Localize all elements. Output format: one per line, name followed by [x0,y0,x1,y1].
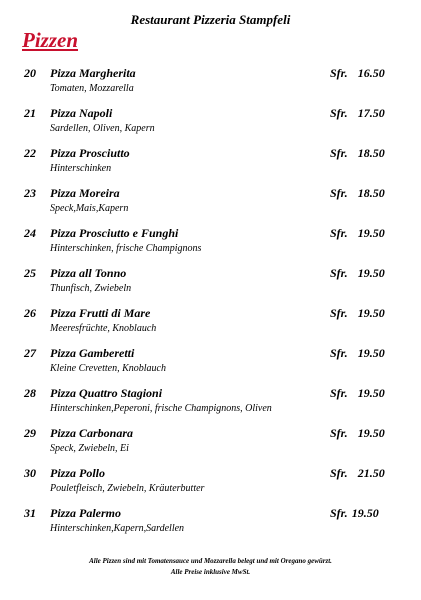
item-amount: 19.50 [357,426,385,440]
item-number: 25 [24,266,36,280]
item-number: 20 [24,66,36,80]
item-price [330,106,385,121]
menu-list [0,66,421,546]
menu-item [0,506,421,546]
item-price [330,386,385,401]
item-number: 26 [24,306,36,320]
item-number: 24 [24,226,36,240]
item-name: Pizza Gamberetti [50,346,135,360]
item-currency: Sfr. [330,266,348,280]
item-amount: 19.50 [357,386,385,400]
menu-item [0,186,421,226]
item-amount: 18.50 [357,186,385,200]
item-amount: 19.50 [351,506,379,520]
menu-item [0,346,421,386]
item-amount: 19.50 [357,346,385,360]
item-name: Pizza Carbonara [50,426,134,440]
item-name: Pizza Frutti di Mare [50,306,151,320]
menu-item [0,106,421,146]
item-number: 31 [24,506,36,520]
item-amount: 19.50 [357,226,385,240]
menu-item [0,306,421,346]
item-number: 21 [24,106,36,120]
item-name: Pizza Prosciutto e Funghi [50,226,179,240]
item-price [330,226,385,241]
item-name: Pizza Napoli [50,106,113,120]
item-amount: 19.50 [357,306,385,320]
item-number: 23 [24,186,36,200]
item-description: Thunfisch, Zwiebeln [50,283,132,294]
item-amount: 16.50 [357,66,385,80]
item-description: Hinterschinken, frische Champignons [50,243,202,254]
item-description: Tomaten, Mozzarella [50,83,134,94]
item-price [330,306,385,321]
item-description: Sardellen, Oliven, Kapern [50,123,155,134]
item-description: Meeresfrüchte, Knoblauch [50,323,157,334]
footer-vat-note: Alle Preise inklusive MwSt. [170,568,251,576]
item-price [330,466,385,481]
item-description: Hinterschinken [50,163,112,174]
item-amount: 19.50 [357,266,385,280]
item-name: Pizza Palermo [50,506,121,520]
menu-item [0,226,421,266]
item-number: 27 [24,346,36,360]
menu-item [0,386,421,426]
item-name: Pizza Moreira [50,186,120,200]
section-title: Pizzen [22,28,79,52]
menu-item [0,266,421,306]
item-currency: Sfr. [330,466,348,480]
item-number: 28 [24,386,36,400]
item-price [330,146,385,161]
item-description: Speck,Mais,Kapern [50,203,129,214]
item-name: Pizza Margherita [50,66,136,80]
item-description: Speck, Zwiebeln, Ei [50,443,129,454]
item-currency: Sfr. [330,506,348,520]
item-description: Pouletfleisch, Zwiebeln, Kräuterbutter [50,483,205,494]
item-currency: Sfr. [330,226,348,240]
item-description: Kleine Crevetten, Knoblauch [50,363,166,374]
menu-item [0,426,421,466]
item-price [330,426,385,441]
restaurant-title: Restaurant Pizzeria Stampfeli [130,12,291,27]
item-description: Hinterschinken,Kapern,Sardellen [50,523,185,534]
menu-item [0,66,421,106]
item-currency: Sfr. [330,146,348,160]
item-price [330,186,385,201]
menu-item [0,146,421,186]
item-currency: Sfr. [330,66,348,80]
item-price [330,266,385,281]
item-currency: Sfr. [330,426,348,440]
item-name: Pizza all Tonno [50,266,127,280]
item-amount: 18.50 [357,146,385,160]
item-name: Pizza Quattro Stagioni [50,386,163,400]
item-description: Hinterschinken,Peperoni, frische Champignons, Oliven [50,403,272,414]
item-currency: Sfr. [330,346,348,360]
menu-item [0,466,421,506]
item-price [330,346,385,361]
item-currency: Sfr. [330,306,348,320]
item-name: Pizza Pollo [50,466,106,480]
item-price [330,506,379,521]
item-currency: Sfr. [330,386,348,400]
item-price [330,66,385,81]
item-currency: Sfr. [330,186,348,200]
item-currency: Sfr. [330,106,348,120]
item-name: Pizza Prosciutto [50,146,130,160]
item-number: 22 [24,146,36,160]
menu-footer [0,556,421,578]
item-amount: 21.50 [357,466,385,480]
footer-note: Alle Pizzen sind mit Tomatensauce und Mozzarella belegt und mit Oregano gewürzt. [89,557,332,565]
item-amount: 17.50 [357,106,385,120]
item-number: 29 [24,426,36,440]
item-number: 30 [24,466,36,480]
